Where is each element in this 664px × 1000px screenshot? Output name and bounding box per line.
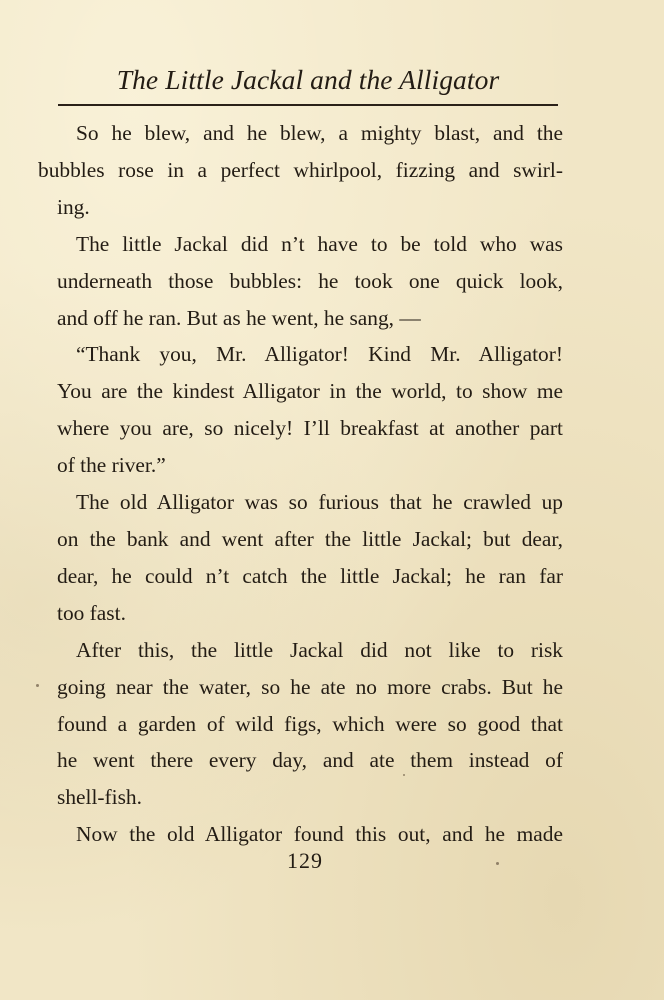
text-line: The old Alligator was so furious that he crawled up <box>76 490 563 515</box>
paragraph <box>57 189 563 226</box>
text-line: found a garden of wild figs, which were so good that <box>57 711 563 736</box>
paragraph <box>57 336 563 447</box>
running-head: The Little Jackal and the Alligator <box>116 64 500 95</box>
paper-speck <box>36 684 39 687</box>
paragraph <box>57 447 563 484</box>
text-line: “Thank you, Mr. Alligator! Kind Mr. Alligator! <box>76 342 563 367</box>
paper-speck <box>496 862 499 865</box>
text-line: So he blew, and he blew, a mighty blast, and the <box>76 121 563 145</box>
header-rule <box>58 104 558 106</box>
text-line: After this, the little Jackal did not like to risk <box>76 637 563 662</box>
text-line: where you are, so nicely! I’ll breakfast at another part <box>57 416 563 441</box>
paragraph <box>57 484 563 595</box>
paragraph <box>57 779 563 816</box>
text-line: You are the kindest Alligator in the world, to show me <box>57 379 563 404</box>
page-number: 129 <box>287 848 323 873</box>
text-line: too fast. <box>57 600 126 625</box>
paragraph <box>57 226 563 300</box>
paragraph <box>57 632 563 780</box>
text-line: on the bank and went after the little Jackal; but dear, <box>57 526 563 551</box>
text-line: and off he ran. But as he went, he sang, — <box>57 305 421 330</box>
text-line: going near the water, so he ate no more crabs. But he <box>57 674 563 699</box>
paragraph <box>38 115 563 189</box>
text-line: of the river.” <box>57 453 166 478</box>
text-line: shell-fish. <box>57 785 142 810</box>
body-text <box>38 115 563 853</box>
text-line: Now the old Alligator found this out, and he made <box>76 822 563 847</box>
text-line: underneath those bubbles: he took one quick look, <box>57 268 563 293</box>
text-line: dear, he could n’t catch the little Jackal; he ran far <box>57 563 563 588</box>
text-line: ing. <box>57 194 90 219</box>
paragraph <box>57 595 563 632</box>
text-line: he went there every day, and ate them instead of <box>57 748 563 773</box>
paragraph <box>57 300 563 337</box>
paper-speck <box>403 774 405 776</box>
text-line: The little Jackal did n’t have to be told who was <box>76 231 563 256</box>
text-line: bubbles rose in a perfect whirlpool, fizzing and swirl- <box>38 157 563 182</box>
